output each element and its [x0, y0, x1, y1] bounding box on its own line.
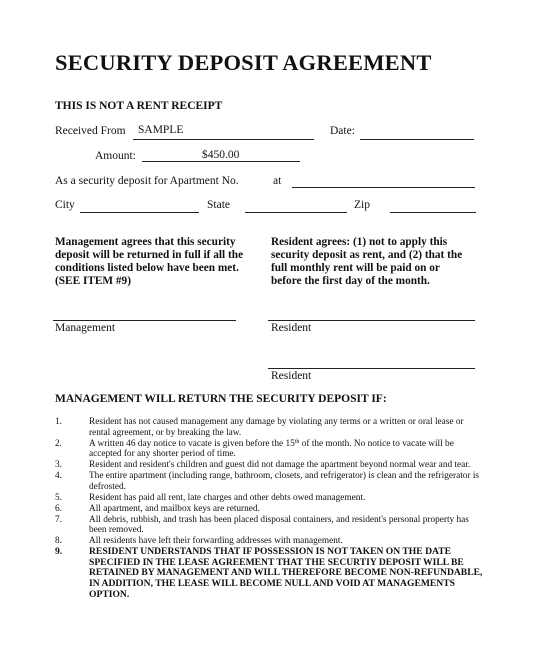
item-number: 2. [55, 438, 62, 449]
city-line[interactable] [80, 212, 199, 213]
item-number: 6. [55, 503, 62, 514]
conditions-list [55, 417, 485, 601]
received-from-value[interactable]: SAMPLE [138, 124, 184, 136]
list-item [55, 460, 485, 471]
item-text: All apartment, and mailbox keys are returned. [89, 503, 260, 514]
list-item [55, 471, 485, 492]
zip-line[interactable] [390, 212, 476, 213]
resident-signature-line-1[interactable] [268, 320, 475, 321]
item-text: All debris, rubbish, and trash has been placed disposal containers, and resident's personal property has been removed. [89, 514, 469, 536]
item-text: Resident and resident's children and guest did not damage the apartment beyond normal wear and tear. [89, 460, 471, 471]
conditions-heading: MANAGEMENT WILL RETURN THE SECURITY DEPOSIT IF: [55, 393, 387, 405]
amount-line[interactable] [142, 161, 300, 162]
amount-value[interactable]: $450.00 [202, 149, 240, 161]
item-number: 4. [55, 471, 62, 482]
item-number: 3. [55, 460, 62, 471]
list-item [55, 417, 485, 438]
item-text: Resident has paid all rent, late charges and other debts owed management. [89, 492, 366, 503]
apartment-label: As a security deposit for Apartment No. [55, 175, 239, 187]
state-label: State [207, 199, 230, 211]
date-line[interactable] [360, 139, 474, 140]
list-item [55, 547, 485, 600]
item-text: All residents have left their forwarding addresses with management. [89, 536, 343, 547]
list-item [55, 515, 485, 536]
item-text: RESIDENT UNDERSTANDS THAT IF POSSESSION IS NOT TAKEN ON THE DATE SPECIFIED IN THE LEASE AGREEMENT THAT THE SECURTIY DEPOSIT WILL BE RETAINED BY MANAGEMENT AND WILL THEREFORE BECOME NON-REFUNDABLE, IN ADDITION, THE LEASE WILL BECOME NULL AND VOID AT MANAGEMENTS OPTION. [89, 546, 483, 600]
zip-label: Zip [354, 199, 370, 211]
received-from-label: Received From [55, 125, 126, 137]
item-number: 9. [55, 546, 63, 558]
document-title: SECURITY DEPOSIT AGREEMENT [55, 50, 432, 75]
list-item [55, 493, 485, 504]
management-signature-label: Management [55, 322, 116, 334]
list-item [55, 439, 485, 460]
item-superscript: th [294, 438, 300, 445]
resident-signature-line-2[interactable] [268, 368, 475, 369]
document-subtitle: THIS IS NOT A RENT RECEIPT [55, 100, 223, 112]
item-number: 5. [55, 492, 62, 503]
management-signature-line[interactable] [53, 320, 236, 321]
address-line[interactable] [292, 187, 475, 188]
item-number: 8. [55, 536, 62, 547]
amount-label: Amount: [95, 150, 136, 162]
item-text: The entire apartment (including range, bathroom, closets, and refrigerator) is clean and the refrigerator is defrosted. [89, 471, 480, 492]
resident-signature-label-2: Resident [271, 370, 312, 382]
item-number: 1. [55, 417, 62, 427]
city-label: City [55, 199, 75, 211]
at-label: at [273, 175, 282, 187]
resident-statement: Resident agrees: (1) not to apply this security deposit as rent, and (2) that the full monthly rent will be paid on or before the first day of the month. [271, 236, 463, 287]
item-number: 7. [55, 514, 62, 525]
date-label: Date: [330, 125, 355, 137]
item-text: of the month. No notice to vacate will be accepted for any shorter period of time. [89, 438, 454, 460]
management-statement: Management agrees that this security deposit will be returned in full if all the conditions listed below have been met. (SEE ITEM #9) [55, 236, 244, 287]
item-text: A written 46 day notice to vacate is given before the 15 [89, 438, 295, 449]
list-item [55, 504, 485, 515]
item-text: Resident has not caused management any damage by violating any terms or a written or oral lease or rental agreement, or by breaking the law. [89, 417, 464, 438]
state-line[interactable] [245, 212, 347, 213]
resident-signature-label-1: Resident [271, 322, 312, 334]
received-from-line[interactable] [133, 139, 314, 140]
